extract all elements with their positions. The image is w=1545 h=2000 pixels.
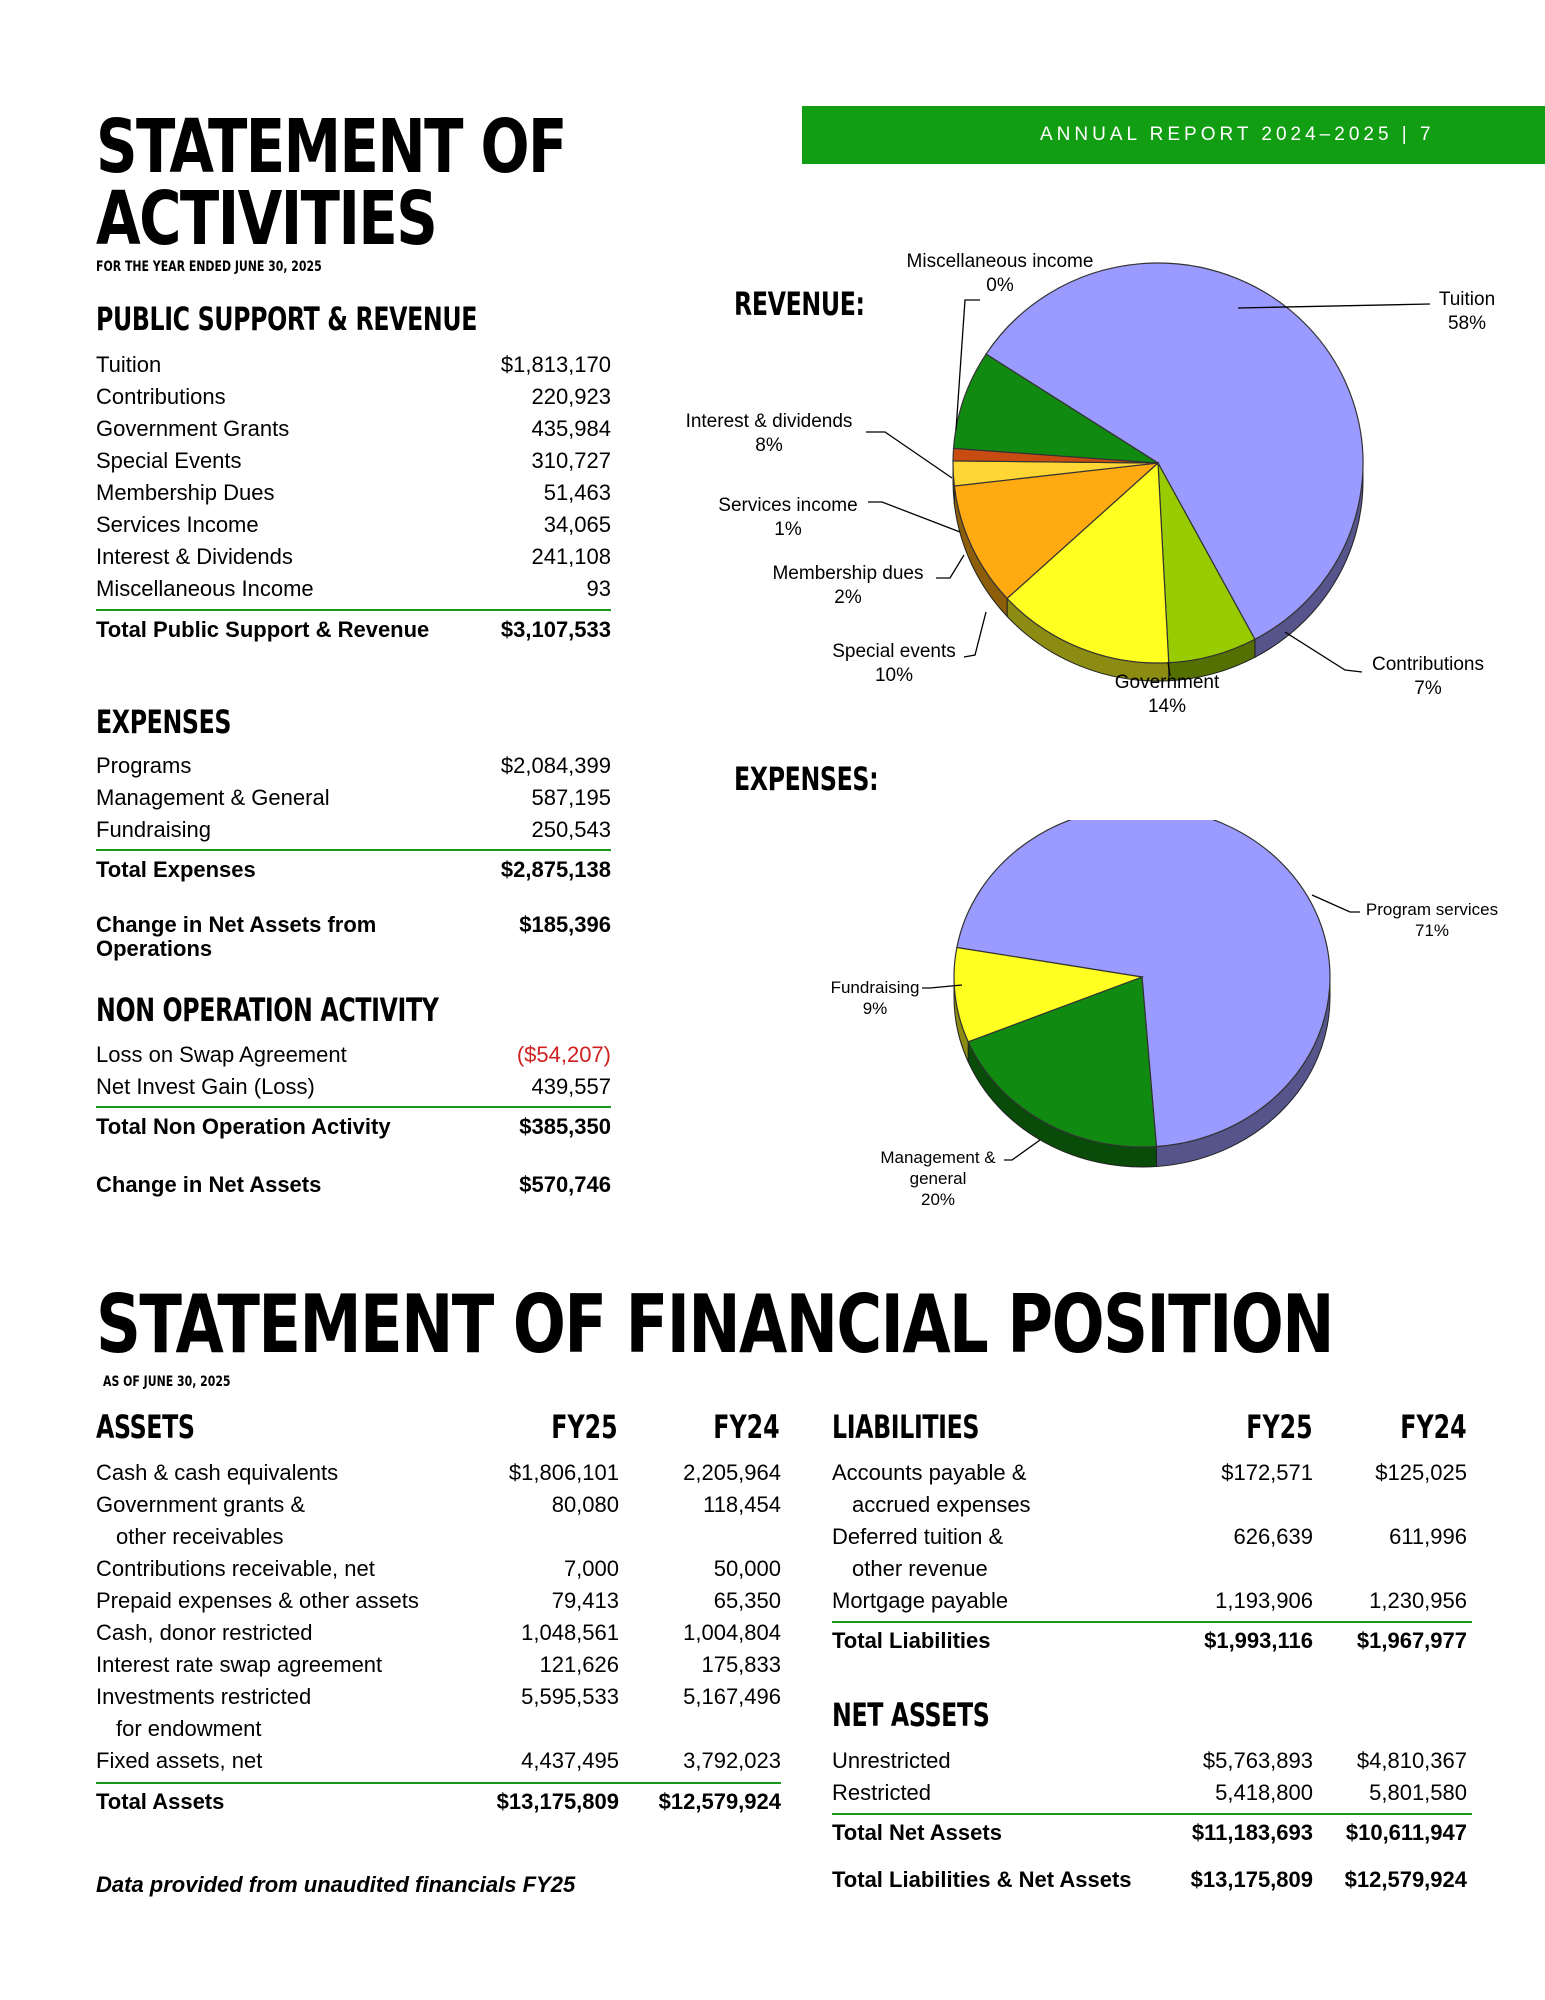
total-value: $3,107,533 [500,617,611,642]
row-label-cont: other receivables [116,1524,284,1549]
row-label: Programs [96,753,192,778]
fy24-label: FY24 [1400,1408,1467,1446]
divider [832,1813,1472,1815]
row-label: Interest rate swap agreement [96,1652,383,1677]
fy24-label: FY24 [713,1408,780,1446]
row-label: Investments restricted [96,1684,312,1709]
row-label: Restricted [832,1780,932,1805]
row-label: Contributions receivable, net [96,1556,375,1581]
activities-subtitle: FOR THE YEAR ENDED JUNE 30, 2025 [96,259,322,275]
position-subtitle: AS OF JUNE 30, 2025 [103,1374,231,1390]
fy25-label: FY25 [1246,1408,1313,1446]
row-value: $2,084,399 [500,753,611,778]
row-label-cont: accrued expenses [852,1492,1031,1517]
row-label: Loss on Swap Agreement [96,1042,347,1067]
position-title: STATEMENT OF FINANCIAL POSITION [96,1278,1333,1371]
slice-label: Special events [832,641,956,662]
fy25-value: 1,048,561 [521,1620,619,1645]
change-net-value: $570,746 [519,1172,611,1197]
fy24-value: 3,792,023 [683,1748,781,1773]
row-label: Special Events [96,448,242,473]
slice-label: Fundraising [830,978,920,997]
fy24-value: 1,004,804 [683,1620,781,1645]
row-value: $1,813,170 [500,352,611,377]
total-label: Total Assets [96,1789,225,1814]
slice-pct: 0% [986,275,1014,296]
slice-pct: 14% [1147,696,1187,717]
expenses-heading: EXPENSES [96,703,232,741]
row-label: Fundraising [96,817,211,842]
leader-line [1285,632,1362,672]
slice-label: Contributions [1372,654,1484,675]
row-value: 439,557 [531,1074,611,1099]
row-label: Tuition [96,352,162,377]
row-label: Services Income [96,512,259,537]
revenue-pie-slices [953,263,1363,681]
fy24-total: $10,611,947 [1345,1820,1467,1845]
revenue-heading: PUBLIC SUPPORT & REVENUE [96,300,477,338]
row-label: Net Invest Gain (Loss) [96,1074,315,1099]
fy24-total: $12,579,924 [658,1789,781,1814]
fy25-value: 1,193,906 [1215,1588,1313,1613]
leader-line [1312,895,1360,912]
slice-pct: 8% [755,435,783,456]
fy25-value: 121,626 [539,1652,619,1677]
activities-title-line2: ACTIVITIES [96,176,437,262]
change-operations-label-1: Change in Net Assets from [96,912,377,937]
nonop-heading: NON OPERATION ACTIVITY [96,991,439,1029]
fy25-value: $5,763,893 [1202,1748,1313,1773]
fy24-value: 175,833 [701,1652,781,1677]
divider [832,1621,1472,1623]
assets-heading: ASSETS [96,1408,195,1446]
fy25-grand-total: $13,175,809 [1190,1867,1313,1892]
slice-label: Services income [718,495,858,516]
change-net-label: Change in Net Assets [96,1172,322,1197]
fy24-value: 2,205,964 [683,1460,781,1485]
slice-label-line1: Management & [880,1148,996,1167]
row-label: Contributions [96,384,226,409]
row-label: Accounts payable & [832,1460,1027,1485]
assets-fy24-header [660,1408,780,1446]
row-label: Unrestricted [832,1748,951,1773]
slice-pct: 9% [862,999,888,1018]
liabilities-heading: LIABILITIES [832,1408,980,1446]
divider [96,1782,781,1784]
fy24-value: 1,230,956 [1369,1588,1467,1613]
fy25-label: FY25 [551,1408,618,1446]
slice-pct: 1% [774,519,802,540]
divider [96,849,611,851]
slice-pct: 20% [920,1190,956,1209]
slice-label: Membership dues [772,563,924,584]
fy24-value: 5,167,496 [683,1684,781,1709]
row-value: 241,108 [531,544,611,569]
liabilities-fy24-header [1347,1408,1467,1446]
row-label: Cash & cash equivalents [96,1460,339,1485]
fy24-total: $1,967,977 [1356,1628,1467,1653]
expenses-pie-chart [800,820,1545,1220]
fy25-value: 626,639 [1233,1524,1313,1549]
total-label: Total Public Support & Revenue [96,617,430,642]
fy25-total: $13,175,809 [496,1789,619,1814]
expenses-pie-slices [954,820,1330,1167]
row-label: Fixed assets, net [96,1748,263,1773]
divider [96,609,611,611]
fy24-value: $125,025 [1375,1460,1467,1485]
net-assets-heading: NET ASSETS [832,1696,990,1734]
change-operations-value: $185,396 [519,912,611,937]
row-label: Miscellaneous Income [96,576,314,601]
fy24-value: $4,810,367 [1356,1748,1467,1773]
fy25-total: $1,993,116 [1204,1628,1313,1653]
row-label: Government grants & [96,1492,306,1517]
change-operations-label-2: Operations [96,936,213,961]
fy24-grand-total: $12,579,924 [1344,1867,1467,1892]
banner-text: ANNUAL REPORT 2024–2025 | 7 [1040,124,1435,145]
slice-pct: 2% [834,587,862,608]
row-label: Management & General [96,785,330,810]
slice-label: Interest & dividends [685,411,853,432]
activities-title-line1: STATEMENT OF [96,104,566,190]
row-value: 310,727 [531,448,611,473]
leader-line [868,502,960,532]
row-value: ($54,207) [516,1042,611,1067]
row-label: Mortgage payable [832,1588,1009,1613]
liabilities-fy25-header [1193,1408,1313,1446]
footnote: Data provided from unaudited financials FY25 [96,1872,576,1897]
leader-line [866,432,952,478]
total-value: $2,875,138 [500,857,611,882]
fy24-value: 50,000 [713,1556,781,1581]
fy24-value: 611,996 [1389,1524,1467,1549]
fy24-value: 65,350 [713,1588,781,1613]
total-label: Total Liabilities [832,1628,991,1653]
divider [96,1106,611,1108]
fy25-value: 79,413 [551,1588,619,1613]
slice-label-line2: general [909,1169,967,1188]
total-label: Total Expenses [96,857,256,882]
revenue-pie-chart [660,240,1545,730]
expenses-chart-title: EXPENSES: [734,760,879,798]
row-label: Interest & Dividends [96,544,293,569]
slice-pct: 7% [1414,678,1442,699]
grand-total-label: Total Liabilities & Net Assets [832,1867,1132,1892]
slice-label: Tuition [1438,289,1496,310]
row-label: Cash, donor restricted [96,1620,313,1645]
row-value: 250,543 [531,817,611,842]
total-value: $385,350 [519,1114,611,1139]
row-value: 220,923 [531,384,611,409]
assets-fy25-header [498,1408,618,1446]
row-value: 34,065 [543,512,611,537]
fy25-value: 5,595,533 [521,1684,619,1709]
row-label: Prepaid expenses & other assets [96,1588,419,1613]
leader-line [964,612,986,657]
row-value: 435,984 [531,416,611,441]
slice-label: Government [1114,672,1220,693]
row-value: 587,195 [531,785,611,810]
revenue-chart-title: REVENUE: [734,285,865,323]
row-label-cont: other revenue [852,1556,988,1581]
fy25-value: 7,000 [563,1556,619,1581]
row-label: Membership Dues [96,480,275,505]
fy24-value: 118,454 [703,1492,781,1517]
row-label-cont: for endowment [116,1716,262,1741]
leader-line [936,555,964,578]
fy25-total: $11,183,693 [1191,1820,1313,1845]
row-value: 51,463 [543,480,611,505]
fy25-value: 80,080 [551,1492,619,1517]
total-label: Total Net Assets [832,1820,1002,1845]
fy24-value: 5,801,580 [1369,1780,1467,1805]
leader-line [1004,1140,1040,1160]
fy25-value: 4,437,495 [521,1748,619,1773]
row-value: 93 [586,576,611,601]
page-banner [802,106,1545,164]
fy25-value: $172,571 [1221,1460,1313,1485]
row-label: Government Grants [96,416,290,441]
row-label: Deferred tuition & [832,1524,1004,1549]
slice-pct: 71% [1414,921,1450,940]
slice-label: Miscellaneous income [906,251,1094,272]
fy25-value: $1,806,101 [508,1460,619,1485]
slice-pct: 58% [1447,313,1487,334]
slice-label: Program services [1365,900,1499,919]
total-label: Total Non Operation Activity [96,1114,391,1139]
slice-pct: 10% [874,665,914,686]
fy25-value: 5,418,800 [1215,1780,1313,1805]
